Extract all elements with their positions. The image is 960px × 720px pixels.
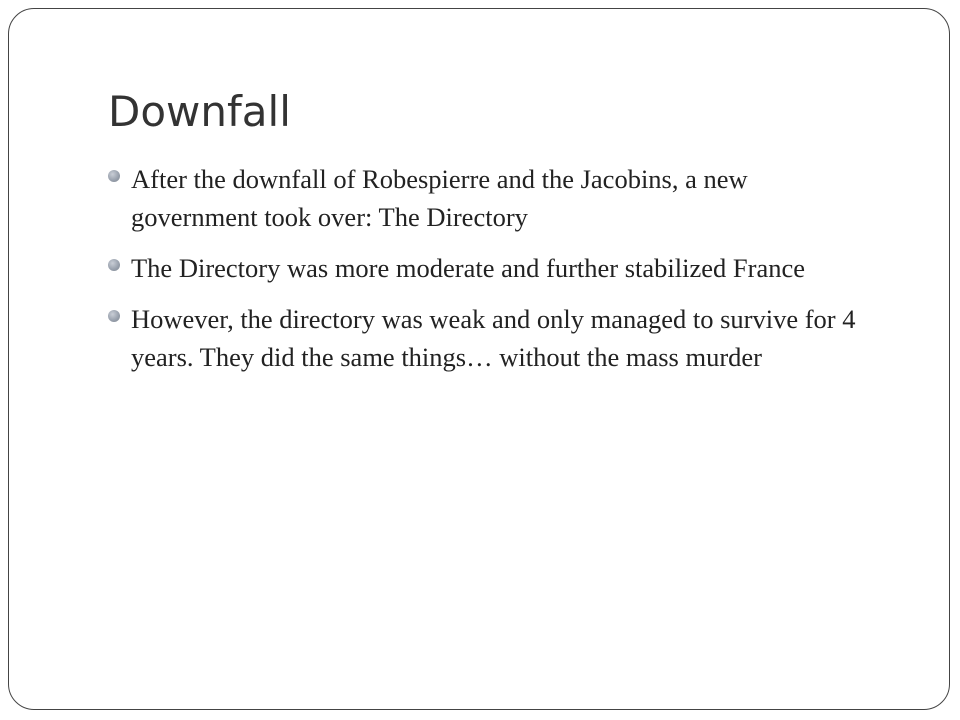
bullet-text: After the downfall of Robespierre and the Jacobins, a new government took over: The Directory	[131, 164, 748, 232]
slide-title: Downfall	[108, 87, 291, 136]
bullet-dot-icon	[108, 259, 120, 271]
bullet-dot-icon	[108, 170, 120, 182]
bullet-text: However, the directory was weak and only managed to survive for 4 years. They did the same things… without the mass murder	[131, 304, 856, 372]
list-item	[108, 160, 868, 236]
bullet-text: The Directory was more moderate and further stabilized France	[131, 253, 805, 283]
bullet-dot-icon	[108, 310, 120, 322]
list-item	[108, 249, 868, 287]
list-item	[108, 300, 868, 376]
bullet-list	[108, 160, 868, 389]
